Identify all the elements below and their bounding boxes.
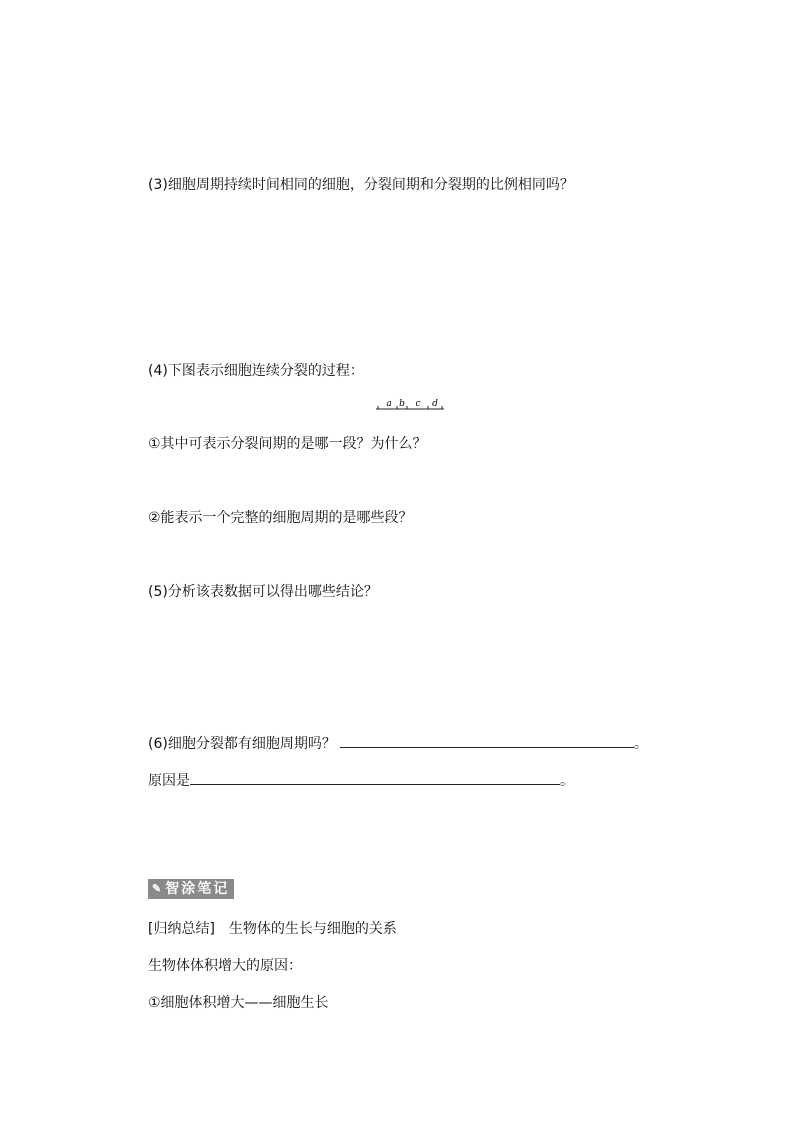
question-4-sub-1: ①其中可表示分裂间期的是哪一段？为什么？ [148,436,427,452]
cell-cycle-diagram-svg [372,396,452,414]
notes-badge-label: 智涂笔记 [165,881,230,897]
question-3: (3)细胞周期持续时间相同的细胞，分裂间期和分裂期的比例相同吗？ [148,177,574,193]
question-6-answer-blank[interactable] [340,733,634,748]
summary-heading: [归纳总结] 生物体的生长与细胞的关系 [148,921,397,937]
diagram-label-c: c [415,399,421,409]
notes-badge [148,879,234,899]
reason-label: 原因是 [148,773,190,789]
reason-period: 。 [560,773,574,789]
diagram-label-b: b [399,399,405,409]
reason-line [148,770,574,790]
question-6-period: 。 [633,736,648,752]
question-4: (4)下图表示细胞连续分裂的过程： [148,363,364,379]
question-4-sub-2: ②能表示一个完整的细胞周期的是哪些段？ [148,510,413,526]
summary-line-1: 生物体体积增大的原因： [148,958,302,974]
reason-answer-blank[interactable] [190,770,560,785]
diagram-label-d: d [432,399,438,409]
pencil-icon: ✎ [152,882,163,895]
cell-cycle-diagram [372,396,452,414]
diagram-label-a: a [386,399,392,409]
summary-line-2: ①细胞体积增大——细胞生长 [148,995,329,1011]
question-6: (6)细胞分裂都有细胞周期吗？ [148,736,336,752]
question-5: (5)分析该表数据可以得出哪些结论？ [148,584,378,600]
question-6-line [148,733,648,753]
